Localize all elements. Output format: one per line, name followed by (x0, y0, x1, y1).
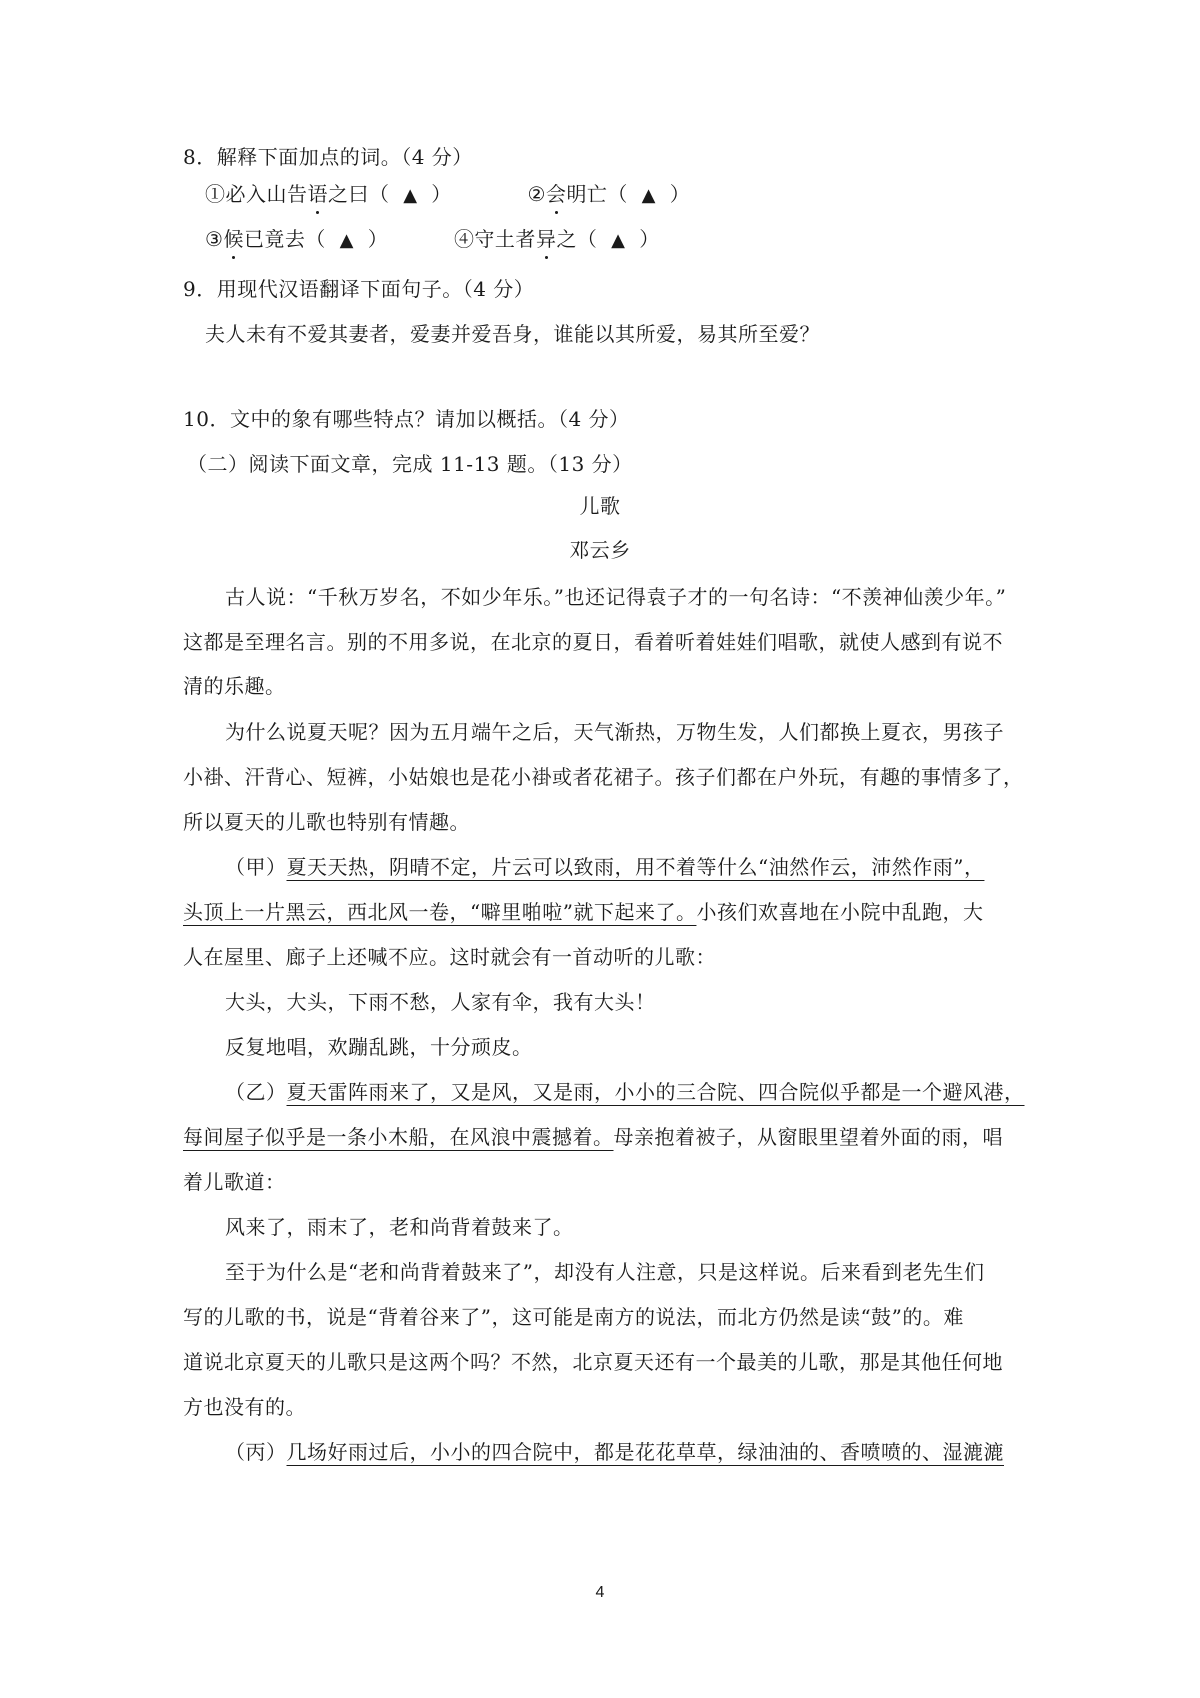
article-p6-line-2: 写的儿歌的书，说是“背着谷来了”，这可能是南方的说法，而北方仍然是读“鼓”的。难 (183, 1305, 964, 1329)
article-title: 儿歌 (579, 494, 621, 518)
passage-label-yi: （乙） (225, 1080, 287, 1104)
article-p3-line-1 (225, 853, 1030, 881)
q9-title: 9．用现代汉语翻译下面句子。（4 分） (183, 277, 535, 301)
answer-blank-triangle-icon: ▲ (403, 185, 418, 206)
answer-blank-triangle-icon: ▲ (641, 185, 656, 206)
q8-title: 8．解释下面加点的词。（4 分） (183, 145, 473, 169)
q8-items-row-1 (205, 180, 690, 210)
article-p3-line-3: 人在屋里、廊子上还喊不应。这时就会有一首动听的儿歌： (183, 945, 716, 969)
emphasis-dot-char: 候 (223, 227, 244, 251)
article-p7-line-1 (225, 1438, 1030, 1466)
emphasis-dot-char: 语 (307, 182, 328, 206)
article-p5-line-1 (225, 1078, 1030, 1106)
emphasis-dot-char: 会 (545, 182, 567, 206)
underlined-sentence: 每间屋子似乎是一条小木船，在风浪中震撼着。 (183, 1125, 614, 1149)
q8-item-3: ③候已竟去（ ▲ ） (205, 227, 389, 251)
article-p5-line-3: 着儿歌道： (183, 1170, 286, 1194)
answer-blank-triangle-icon: ▲ (339, 230, 354, 251)
article-p1-line-3: 清的乐趣。 (183, 674, 286, 698)
article-p2-line-2: 小褂、汗背心、短裤，小姑娘也是花小褂或者花裙子。孩子们都在户外玩，有趣的事情多了， (183, 765, 1024, 789)
article-song-2: 风来了，雨末了，老和尚背着鼓来了。 (225, 1215, 574, 1239)
q9-sentence: 夫人未有不爱其妻者，爱妻并爱吾身，谁能以其所爱，易其所至爱？ (205, 322, 820, 346)
underlined-sentence: 几场好雨过后，小小的四合院中，都是花花草草，绿油油的、香喷喷的、湿漉漉 (286, 1440, 1004, 1464)
article-p1-line-2: 这都是至理名言。别的不用多说，在北京的夏日，看着听着娃娃们唱歌，就使人感到有说不 (183, 630, 1003, 654)
q8-item-4: ④守土者异之（ ▲ ） (453, 227, 660, 251)
article-author: 邓云乡 (569, 538, 631, 562)
passage-label-jia: （甲） (225, 855, 287, 879)
q10-title: 10．文中的象有哪些特点？请加以概括。（4 分） (183, 407, 630, 431)
article-song-1: 大头，大头，下雨不愁，人家有伞，我有大头！ (225, 990, 656, 1014)
article-p4: 反复地唱，欢蹦乱跳，十分顽皮。 (225, 1035, 533, 1059)
underlined-sentence: 夏天天热，阴晴不定，片云可以致雨，用不着等什么“油然作云，沛然作雨”， (286, 855, 985, 879)
article-p2-line-1: 为什么说夏天呢？因为五月端午之后，天气渐热，万物生发，人们都换上夏衣，男孩子 (225, 720, 1004, 744)
page-number: 4 (595, 1584, 605, 1601)
q8-item-2: ②会明亡（ ▲ ） (527, 182, 691, 206)
emphasis-dot-char: 异 (535, 227, 557, 251)
underlined-sentence: 夏天雷阵雨来了，又是风，又是雨，小小的三合院、四合院似乎都是一个避风港， (286, 1080, 1025, 1104)
answer-blank-triangle-icon: ▲ (611, 230, 626, 251)
underlined-sentence: 头顶上一片黑云，西北风一卷，“噼里啪啦”就下起来了。 (183, 900, 697, 924)
article-p6-line-1: 至于为什么是“老和尚背着鼓来了”，却没有人注意，只是这样说。后来看到老先生们 (225, 1260, 985, 1284)
passage-label-bing: （丙） (225, 1440, 287, 1464)
q8-item-1: ①必入山告语之曰（ ▲ ） (205, 182, 452, 206)
article-p6-line-3: 道说北京夏天的儿歌只是这两个吗？不然，北京夏天还有一个最美的儿歌，那是其他任何地 (183, 1350, 1003, 1374)
article-p3-line-2: 头顶上一片黑云，西北风一卷，“噼里啪啦”就下起来了。小孩们欢喜地在小院中乱跑，大 (183, 900, 984, 924)
article-p2-line-3: 所以夏天的儿歌也特别有情趣。 (183, 810, 470, 834)
article-p1-line-1: 古人说：“千秋万岁名，不如少年乐。”也还记得袁子才的一句名诗：“不羡神仙羡少年。” (225, 585, 1007, 609)
article-p5-line-2: 每间屋子似乎是一条小木船，在风浪中震撼着。母亲抱着被子，从窗眼里望着外面的雨，唱 (183, 1125, 1003, 1149)
section-2-heading: （二）阅读下面文章，完成 11-13 题。（13 分） (187, 452, 633, 476)
q8-items-row-2 (205, 225, 660, 255)
article-p6-line-4: 方也没有的。 (183, 1395, 306, 1419)
